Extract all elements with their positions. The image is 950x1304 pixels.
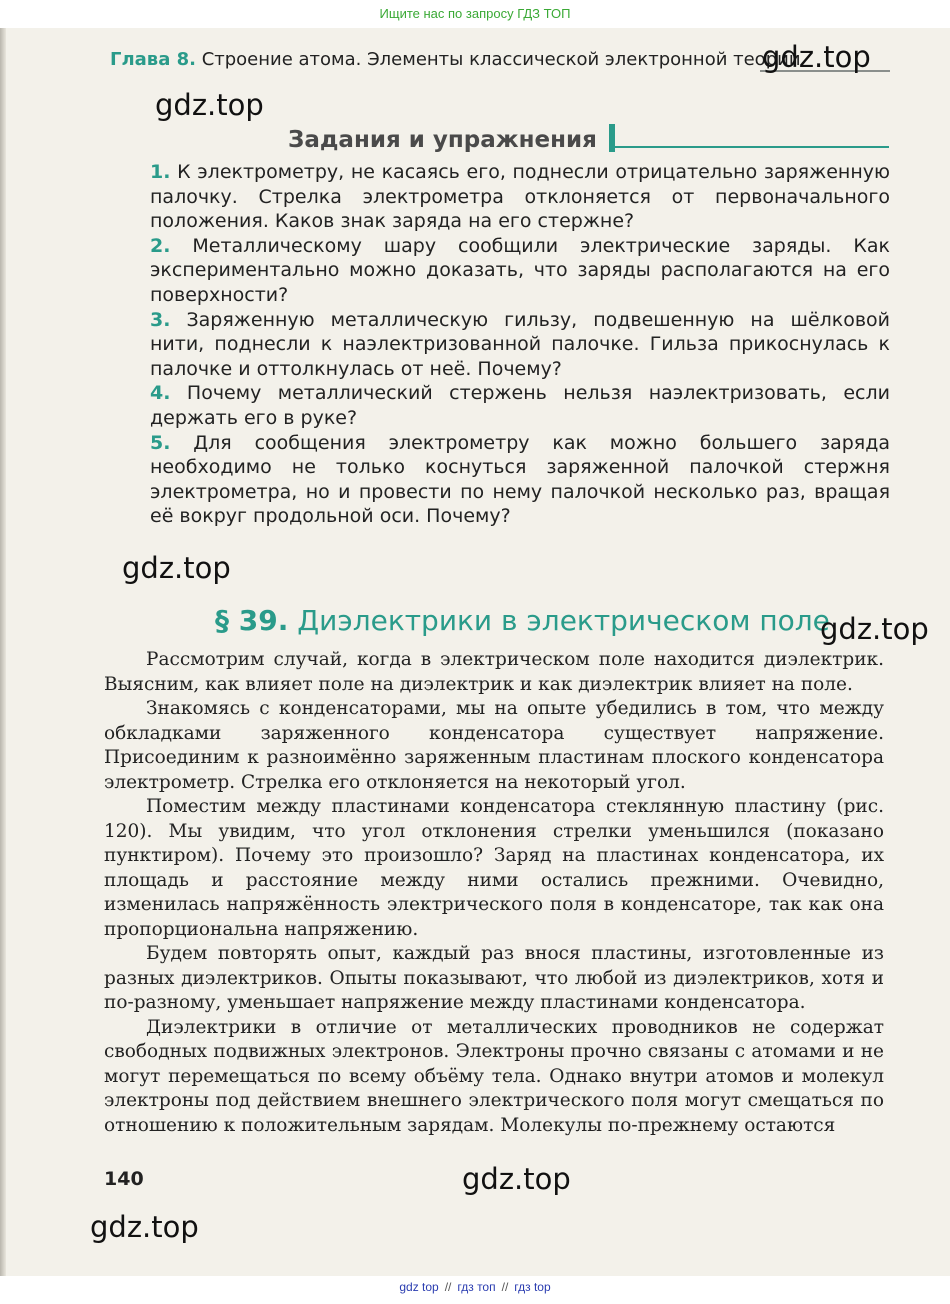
watermark: gdz.top <box>90 1210 199 1244</box>
footer-separator: // <box>444 1280 452 1294</box>
exercise-text: Почему металлический стержень нельзя наэлектризовать, если держать его в руке? <box>150 382 890 429</box>
footer-link[interactable]: gdz top <box>399 1280 439 1294</box>
exercise-item <box>150 431 890 529</box>
exercise-text: Металлическому шару сообщили электрические заряды. Как экспериментально можно доказать, что заряды располагаются на его поверхности? <box>150 234 890 306</box>
exercise-number: 1. <box>150 161 171 183</box>
page-number: 140 <box>104 1168 144 1190</box>
running-header <box>110 49 801 70</box>
section-heading: Диэлектрики в электрическом поле <box>288 604 830 637</box>
watermark: gdz.top <box>462 1162 571 1196</box>
footer-links <box>0 1280 950 1294</box>
chapter-label: Глава 8. <box>110 49 196 70</box>
watermark: gdz.top <box>155 88 264 122</box>
paragraph: Будем повторять опыт, каждый раз внося пластины, изготовленные из разных диэлектриков. Опыты показывают, что любой из диэлектриков, хотя и по-разному, уменьшает напряжение между пластинами конденсатора. <box>104 943 884 1013</box>
paragraph: Знакомясь с конденсаторами, мы на опыте убедились в том, что между обкладками заряженного конденсатора существует напряжение. Присоединим к разноимённо заряженным пластинам плоского конденсатора электрометр. Стрелка его отклоняется на некоторый угол. <box>104 698 884 793</box>
exercise-number: 2. <box>150 234 171 257</box>
exercise-item <box>150 381 890 430</box>
exercise-item <box>150 160 890 234</box>
page-binding-edge <box>0 28 6 1276</box>
exercise-number: 3. <box>150 308 171 331</box>
exercise-item <box>150 308 890 382</box>
watermark: gdz.top <box>762 40 871 74</box>
section-number: § 39. <box>215 604 289 637</box>
exercises-title: Задания и упражнения <box>288 127 597 153</box>
exercise-number: 5. <box>150 431 171 454</box>
section-title <box>215 604 830 637</box>
paragraph: Рассмотрим случай, когда в электрическом поле находится диэлектрик. Выясним, как влияет поле на диэлектрик и как диэлектрик влияет на поле. <box>104 649 884 695</box>
exercise-number: 4. <box>150 382 171 405</box>
chapter-title: Строение атома. Элементы классической электронной теории <box>195 49 801 70</box>
paragraph: Поместим между пластинами конденсатора стеклянную пластину (рис. 120). Мы увидим, что угол отклонения стрелки уменьшился (показано пунктиром). Почему это произошло? Заряд на пластинах конденсатора, их площадь и расстояние между ними остались прежними. Очевидно, изменилась напряжённость электрического поля в конденсаторе, так как она пропорциональна напряжению. <box>104 796 884 940</box>
watermark: gdz.top <box>820 612 929 646</box>
watermark: gdz.top <box>122 551 231 585</box>
footer-link[interactable]: гдз top <box>514 1280 551 1294</box>
footer-link[interactable]: гдз топ <box>457 1280 496 1294</box>
footer-separator: // <box>501 1280 509 1294</box>
paragraph: Диэлектрики в отличие от металлических проводников не содержат свободных подвижных электронов. Электроны прочно связаны с атомами и не могут перемещаться по всему объёму тела. Однако внутри атомов и молекул электроны под действием внешнего электрического поля могут смещаться по отношению к положительным зарядам. Молекулы по-прежнему остаются <box>104 1016 884 1136</box>
exercises-list <box>150 160 890 529</box>
top-banner[interactable]: Ищите нас по запросу ГДЗ ТОП <box>379 6 571 21</box>
exercise-text: Заряженную металлическую гильзу, подвешенную на шёлковой нити, поднесли к наэлектризованной палочке. Гильза прикоснулась к палочке и оттолкнулась от неё. Почему? <box>150 308 890 380</box>
exercise-text: Для сообщения электрометру как можно большего заряда необходимо не только коснуться заряженной палочкой стержня электрометра, но и провести по нему палочкой несколько раз, вращая её вокруг продольной оси. Почему? <box>150 431 890 528</box>
exercise-item <box>150 234 890 308</box>
exercises-title-rule <box>609 146 889 148</box>
section-body <box>104 648 884 1138</box>
exercise-text: К электрометру, не касаясь его, поднесли отрицательно заряженную палочку. Стрелка электрометра отклоняется от первоначального положения. Каков знак заряда на его стержне? <box>150 161 890 233</box>
